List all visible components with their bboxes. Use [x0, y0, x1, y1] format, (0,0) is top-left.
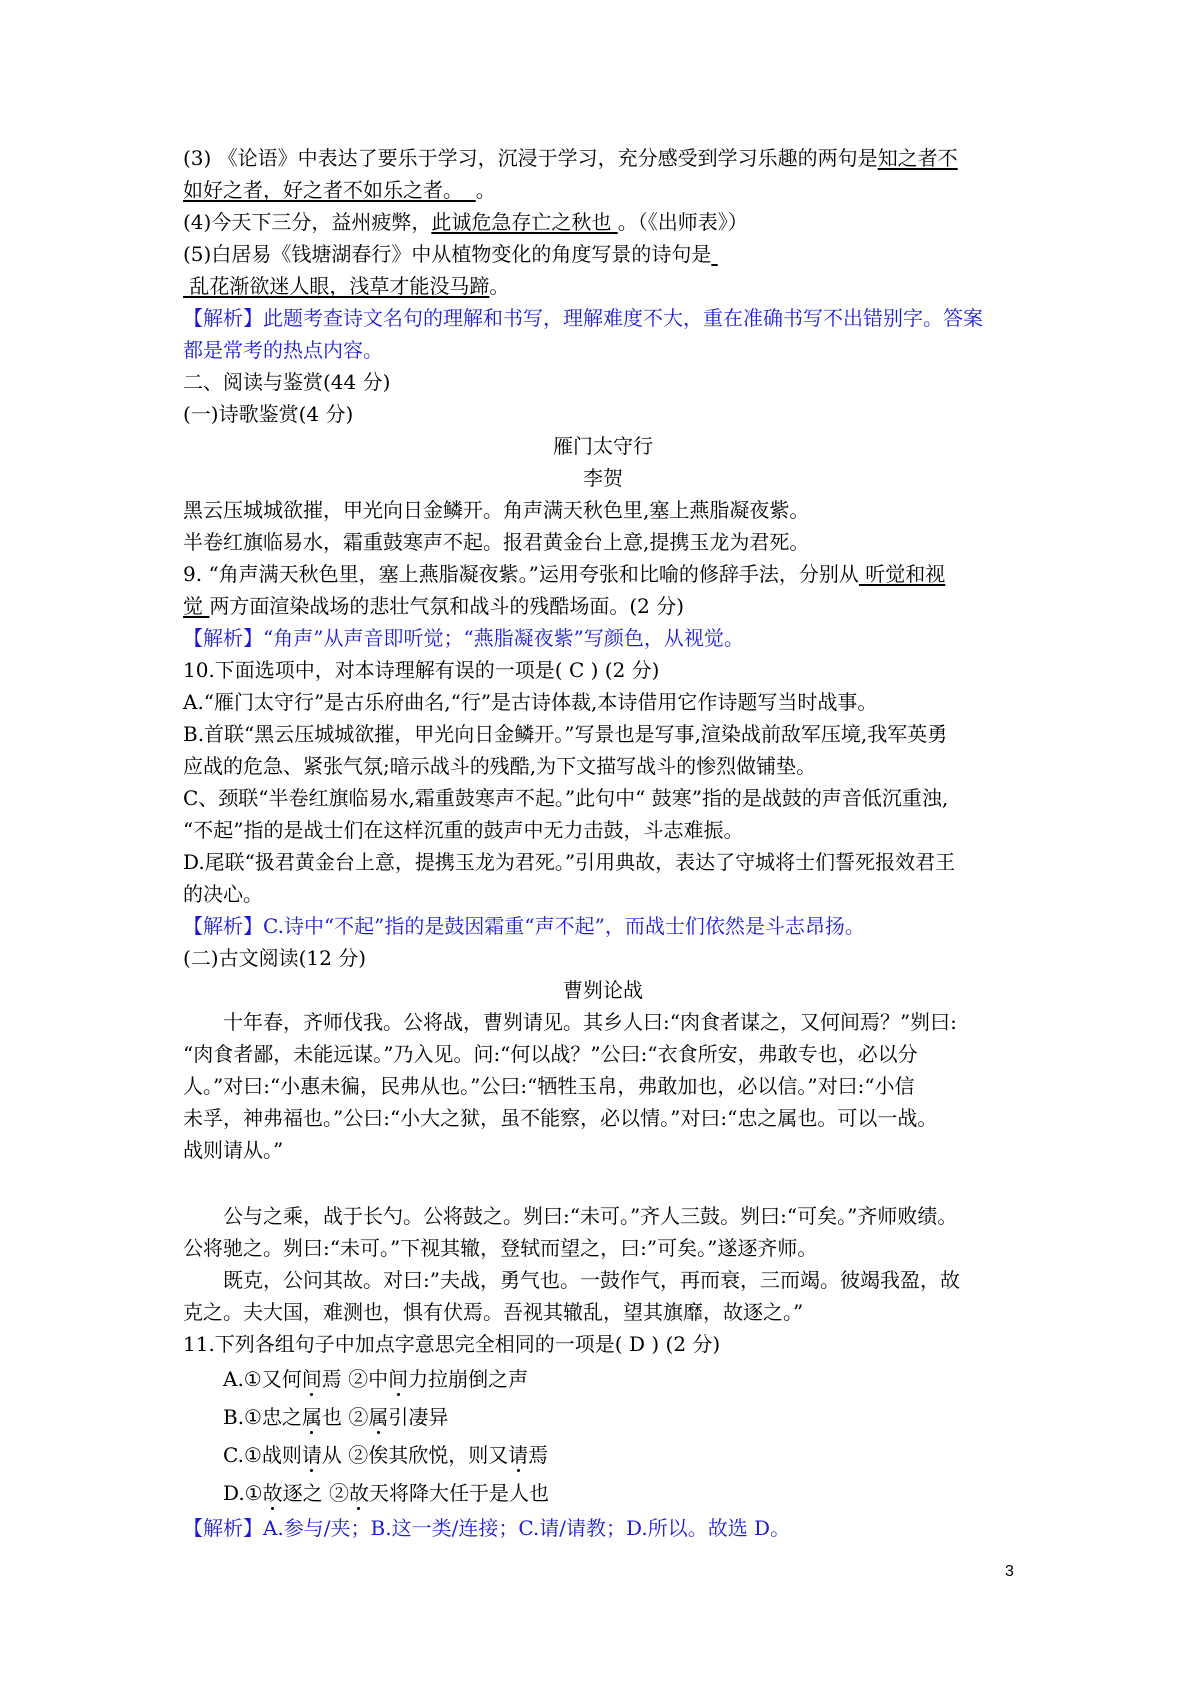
passage-line: 未孚，神弗福也。”公曰:“小大之狱，虽不能察，必以情。”对曰:“忠之属也。可以一战。 — [183, 1106, 938, 1130]
poem-author: 李贺 — [583, 466, 623, 490]
passage-title: 曹刿论战 — [563, 978, 643, 1002]
dotted-char: 属 — [301, 1405, 322, 1429]
poem-line: 黑云压城城欲摧，甲光向日金鳞开。角声满天秋色里,塞上燕脂凝夜紫。 — [183, 498, 810, 522]
q9-line1 — [183, 558, 1023, 590]
dotted-char: 请 — [301, 1443, 322, 1467]
fill-q3-line1 — [183, 142, 1023, 174]
analysis-text: A.参与/夹；B.这一类/连接；C.请/请教；D.所以。故选 D。 — [263, 1516, 791, 1540]
analysis-tag: 【解析】 — [183, 306, 263, 330]
dotted-char: 间 — [388, 1367, 409, 1391]
dotted-char: 属 — [368, 1405, 389, 1429]
dotted-char: 间 — [301, 1367, 322, 1391]
poem-title: 雁门太守行 — [553, 434, 653, 458]
q9-text: 9. “角声满天秋色里，塞上燕脂凝夜紫。”运用夸张和比喻的修辞手法，分别从 — [183, 562, 859, 586]
paragraph-gap — [183, 1166, 1023, 1200]
passage-line: 十年春，齐师伐我。公将战，曹刿请见。其乡人曰:“肉食者谋之，又何间焉？”刿曰: — [223, 1010, 957, 1034]
q10-option-b-cont: 应战的危急、紧张气氛;暗示战斗的残酷,为下文描写战斗的惨烈做铺垫。 — [183, 754, 817, 778]
q11-analysis — [183, 1512, 1023, 1544]
q9-answer-part1: 听觉和视 — [865, 562, 946, 586]
dotted-char: 故 — [348, 1481, 369, 1505]
q11-stem: 11.下列各组句子中加点字意思完全相同的一项是( D ) (2 分) — [183, 1332, 721, 1356]
section-heading: 二、阅读与鉴赏(44 分) — [183, 370, 391, 394]
q10-stem: 10.下面选项中，对本诗理解有误的一项是( C ) (2 分) — [183, 658, 660, 682]
fill-q5-line1 — [183, 238, 1023, 270]
q10-analysis — [183, 910, 1023, 942]
q10-option-d-cont: 的决心。 — [183, 882, 263, 906]
analysis-text: “角声”从声音即听觉；“燕脂凝夜紫”写颜色，从视觉。 — [263, 626, 744, 650]
q3-end: 。 — [475, 178, 496, 202]
analysis-text: C.诗中“不起”指的是鼓因霜重“声不起”，而战士们依然是斗志昂扬。 — [263, 914, 865, 938]
passage-line: “肉食者鄙，未能远谋。”乃入见。问:“何以战？”公曰:“衣食所安，弗敢专也，必以分 — [183, 1042, 918, 1066]
q5-text: (5)白居易《钱塘湖春行》中从植物变化的角度写景的诗句是 — [183, 242, 712, 266]
q10-option-b: B.首联“黑云压城城欲摧，甲光向日金鳞开。”写景也是写事,渲染战前敌军压境,我军英勇 — [183, 722, 948, 746]
q9-text: 两方面渲染战场的悲壮气氛和战斗的残酷场面。(2 分) — [209, 594, 685, 618]
fill-analysis-line2 — [183, 334, 1023, 366]
q4-text: (4)今天下三分，益州疲弊， — [183, 210, 432, 234]
q9-analysis — [183, 622, 1023, 654]
q9-answer-part2: 觉 — [183, 594, 203, 618]
q3-text: (3) 《论语》中表达了要乐于学习，沉浸于学习，充分感受到学习乐趣的两句是 — [183, 146, 878, 170]
dotted-char: 请 — [508, 1443, 529, 1467]
fill-q5-line2 — [183, 270, 1023, 302]
q3-answer-part1: 知之者不 — [877, 146, 958, 170]
page-number: 3 — [1005, 1563, 1014, 1580]
analysis-text: 此题考查诗文名句的理解和书写，理解难度不大，重在准确书写不出错别字。答案 — [263, 306, 983, 330]
subsection-heading: (二)古文阅读(12 分) — [183, 946, 367, 970]
q5-end: 。 — [489, 274, 510, 298]
passage-line: 公与之乘，战于长勺。公将鼓之。刿曰:“未可。”齐人三鼓。刿曰:“可矣。”齐师败绩。 — [223, 1204, 958, 1228]
passage-line: 人。”对曰:“小惠未徧，民弗从也。”公曰:“牺牲玉帛，弗敢加也，必以信。”对曰:“小信 — [183, 1074, 915, 1098]
subsection-heading: (一)诗歌鉴赏(4 分) — [183, 402, 354, 426]
passage-line: 既克，公问其故。对曰:”夫战，勇气也。一鼓作气，再而衰，三而竭。彼竭我盈，故 — [223, 1268, 960, 1292]
passage-line: 克之。夫大国，难测也，惧有伏焉。吾视其辙乱，望其旗靡，故逐之。” — [183, 1300, 804, 1324]
document-body — [183, 142, 1023, 1544]
q4-answer: 此诚危急存亡之秋也 — [431, 210, 612, 234]
fill-analysis-line1 — [183, 302, 1023, 334]
fill-q3-line2 — [183, 174, 1023, 206]
dotted-char: 故 — [262, 1481, 283, 1505]
q11-option-a: A.①又何间焉 ②中间力拉崩倒之声 — [223, 1367, 529, 1391]
q11-option-d: D.①故逐之 ②故天将降大任于是人也 — [223, 1481, 549, 1505]
passage-line: 战则请从。” — [183, 1138, 284, 1162]
q11-option-b: B.①忠之属也 ②属引凄异 — [223, 1405, 449, 1429]
q11-option-c: C.①战则请从 ②俟其欣悦，则又请焉 — [223, 1443, 549, 1467]
q4-source: 。（《出师表》） — [617, 210, 748, 234]
q10-option-c: C、颈联“半卷红旗临易水,霜重鼓寒声不起。”此句中“ 鼓寒”指的是战鼓的声音低沉重浊, — [183, 786, 949, 810]
q3-answer-part2: 如好之者，好之者不如乐之者。 — [183, 178, 463, 202]
q5-answer: 乱花渐欲迷人眼，浅草才能没马蹄 — [189, 274, 490, 298]
analysis-tag: 【解析】 — [183, 1516, 263, 1540]
fill-q4 — [183, 206, 1023, 238]
q10-option-d: D.尾联“扱君黄金台上意，提携玉龙为君死。”引用典故，表达了守城将士们誓死报效君王 — [183, 850, 956, 874]
analysis-tag: 【解析】 — [183, 626, 263, 650]
passage-line: 公将驰之。刿曰:“未可。”下视其辙，登轼而望之，曰:”可矣。”遂逐齐师。 — [183, 1236, 818, 1260]
analysis-tag: 【解析】 — [183, 914, 263, 938]
poem-line: 半卷红旗临易水，霜重鼓寒声不起。报君黄金台上意,提携玉龙为君死。 — [183, 530, 810, 554]
q10-option-a: A.“雁门太守行”是古乐府曲名,“行”是古诗体裁,本诗借用它作诗题写当时战事。 — [183, 690, 878, 714]
q9-line2 — [183, 590, 1023, 622]
q10-option-c-cont: “不起”指的是战士们在这样沉重的鼓声中无力击鼓，斗志难振。 — [183, 818, 744, 842]
analysis-text: 都是常考的热点内容。 — [183, 338, 383, 362]
